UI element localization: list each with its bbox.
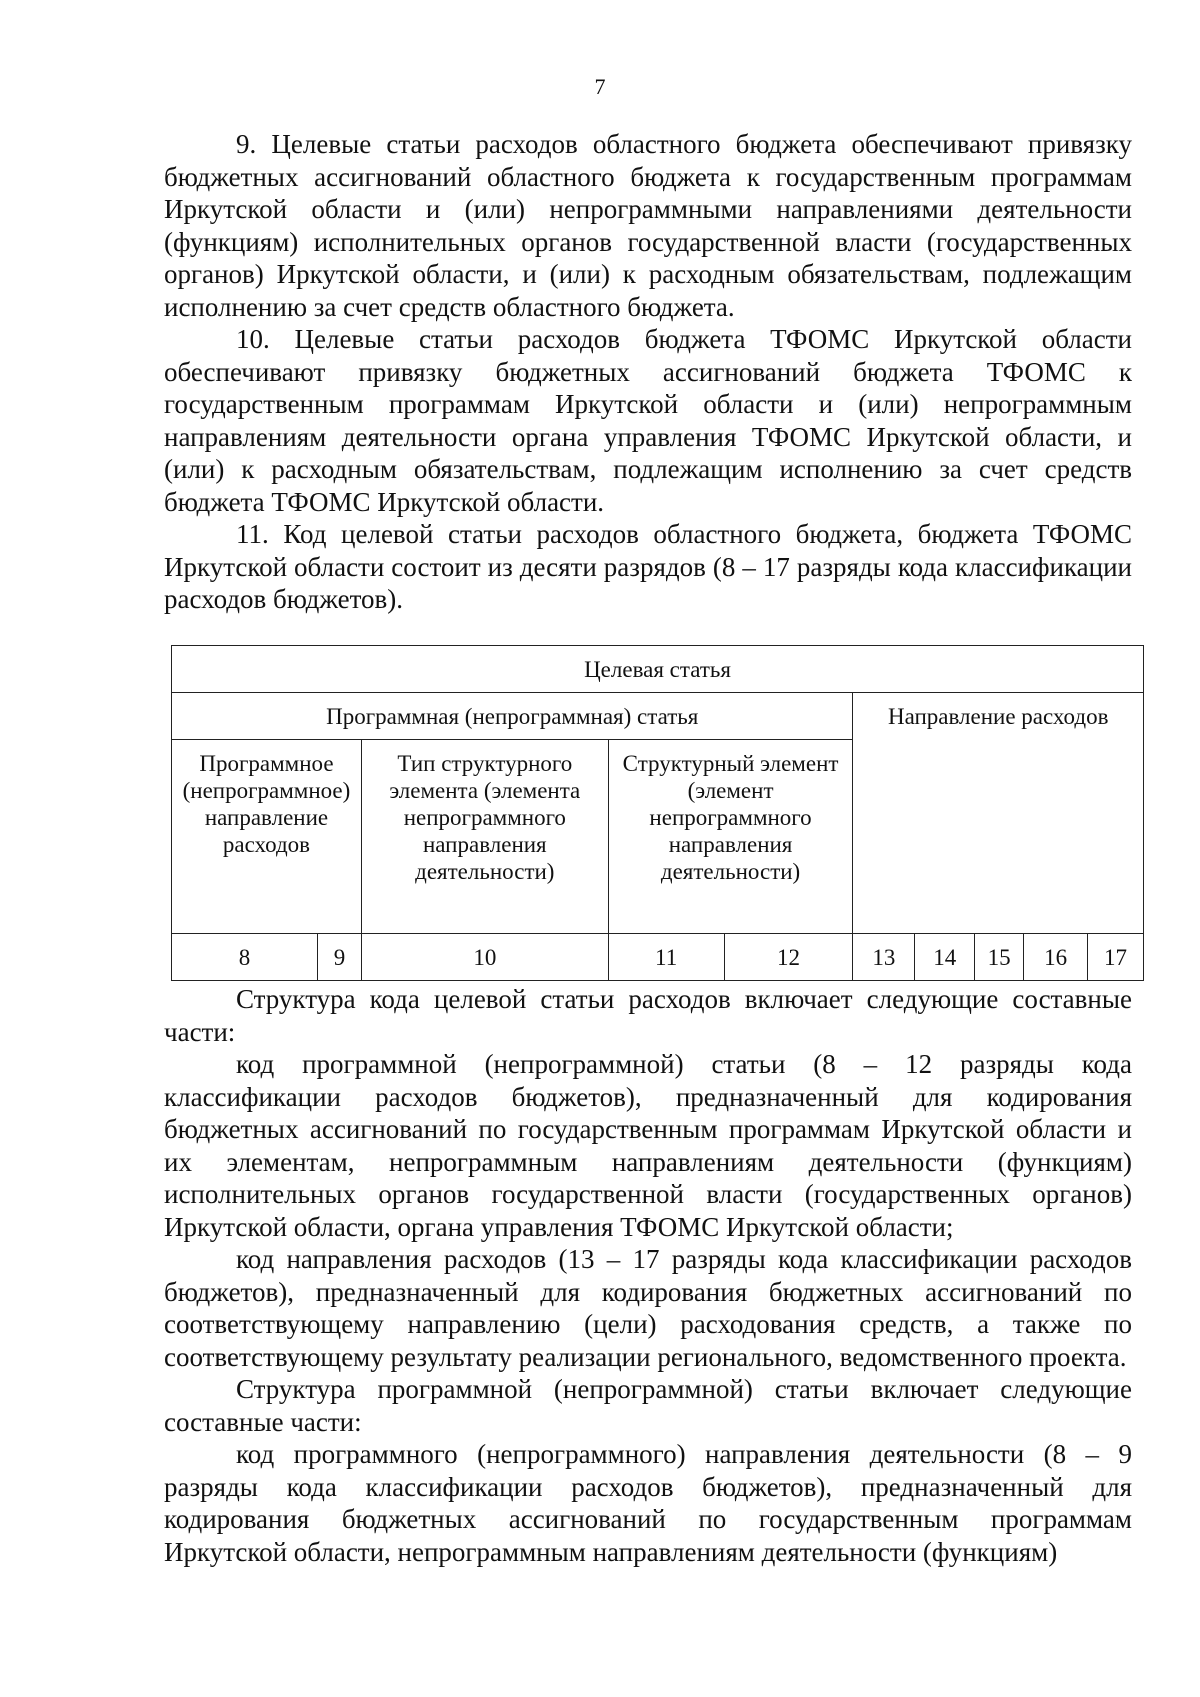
page-number: 7 xyxy=(594,74,606,99)
digit-cell: 15 xyxy=(975,934,1024,981)
digit-cell: 11 xyxy=(608,934,724,981)
paragraph-9: 9. Целевые статьи расходов областного бюджета обеспечивают привязку бюджетных ассигнований областного бюджета к государственным программам Иркутской области и (или) непрограммными направлениями деятельности (функциям) исполнительных органов государственной власти (государственных органов) Иркутской области, и (или) к расходным обязательствам, подлежащим исполнению за счет средств областного бюджета. xyxy=(164,129,1132,322)
digit-cell: 9 xyxy=(317,934,361,981)
digit-cell: 8 xyxy=(172,934,318,981)
table-title-cell: Целевая статья xyxy=(172,646,1144,693)
paragraph-10: 10. Целевые статьи расходов бюджета ТФОМС Иркутской области обеспечивают привязку бюджетных ассигнований бюджета ТФОМС к государственным программам Иркутской области и (или) непрограммным направлениям деятельности органа управления ТФОМС Иркутской области, и (или) к расходным обязательствам, подлежащим исполнению за счет средств бюджета ТФОМС Иркутской области. xyxy=(164,324,1132,517)
structure-intro-paragraph: Структура кода целевой статьи расходов включает следующие составные части: xyxy=(164,984,1132,1047)
digit-cell: 10 xyxy=(361,934,608,981)
digit-cell: 12 xyxy=(724,934,853,981)
element-type-header: Тип структурного элемента (элемента непрограммного направления деятельности) xyxy=(361,740,608,934)
target-article-table xyxy=(171,645,1144,981)
program-direction-code-paragraph: код программного (непрограммного) направления деятельности (8 – 9 разряды кода классификации расходов бюджетов), предназначенный для кодирования бюджетных ассигнований по государственным программам Иркутской области, непрограммным направлениям деятельности (функциям) xyxy=(164,1439,1132,1567)
program-article-header: Программная (непрограммная) статья xyxy=(172,693,853,740)
section-paragraphs-top xyxy=(164,128,1132,616)
structural-element-header: Структурный элемент (элемент непрограммного направления деятельности) xyxy=(608,740,853,934)
program-article-code-paragraph: код программной (непрограммной) статьи (8 – 12 разряды кода классификации расходов бюджетов), предназначенный для кодирования бюджетных ассигнований по государственным программам Иркутской области и их элементам, непрограммным направлениям деятельности (функциям) исполнительных органов государственной власти (государственных органов) Иркутской области, органа управления ТФОМС Иркутской области; xyxy=(164,1049,1132,1242)
digit-cell: 14 xyxy=(915,934,975,981)
section-paragraphs-bottom xyxy=(164,983,1132,1568)
expense-direction-header: Направление расходов xyxy=(853,693,1144,934)
digit-cell: 13 xyxy=(853,934,915,981)
program-direction-header: Программное (непрограммное) направление расходов xyxy=(172,740,362,934)
expense-direction-code-paragraph: код направления расходов (13 – 17 разряды кода классификации расходов бюджетов), предназначенный для кодирования бюджетных ассигнований по соответствующему направлению (цели) расходования средств, а также по соответствующему результату реализации регионального, ведомственного проекта. xyxy=(164,1244,1132,1372)
program-article-structure-paragraph: Структура программной (непрограммной) статьи включает следующие составные части: xyxy=(164,1374,1132,1437)
digit-cell: 16 xyxy=(1024,934,1088,981)
paragraph-11: 11. Код целевой статьи расходов областного бюджета, бюджета ТФОМС Иркутской области состоит из десяти разрядов (8 – 17 разряды кода классификации расходов бюджетов). xyxy=(164,519,1132,614)
digit-cell: 17 xyxy=(1088,934,1144,981)
